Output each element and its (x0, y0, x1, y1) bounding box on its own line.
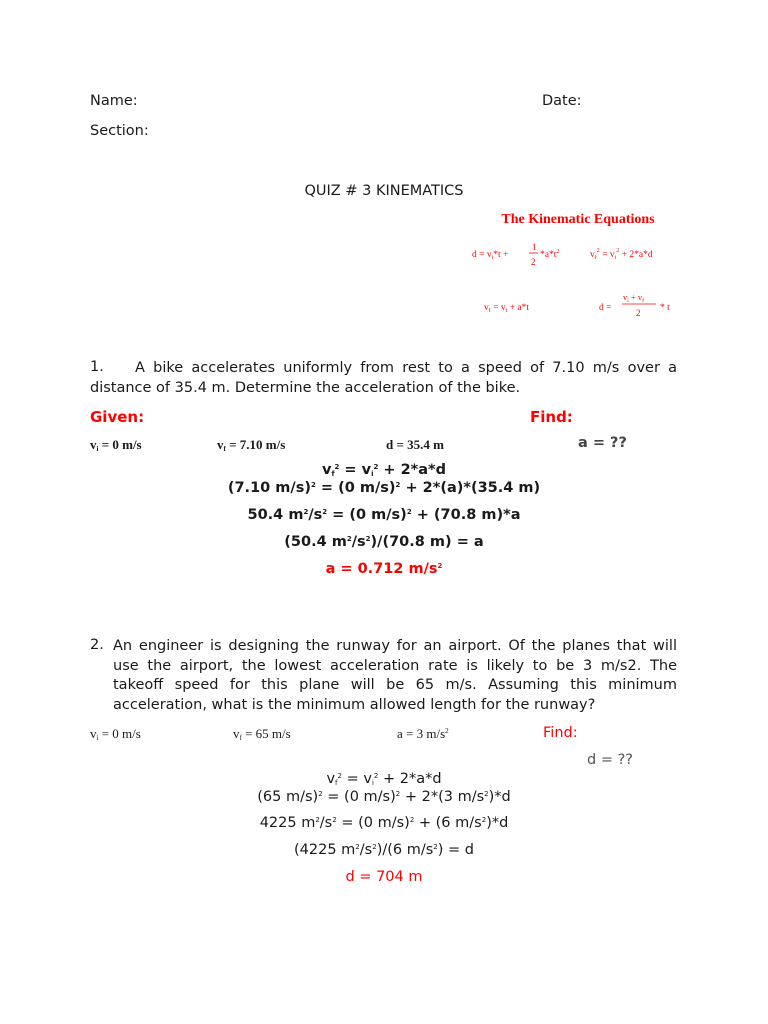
q1-find-value: a = ?? (578, 435, 627, 451)
q1-answer: a = 0.712 $m/s^2$ (325, 561, 443, 577)
q1-number: 1. (90, 359, 104, 375)
q1-given-vf: $v_f = 7.10$ m/s (217, 437, 286, 453)
svg-text:*a*t2: $*a*t^2$ (540, 249, 560, 260)
q1-text-content: A bike accelerates uniformly from rest to a speed of 7.10 m/s over a distance of 35.4 m. Determine the acceleration of the bike. (90, 360, 677, 396)
svg-text:2: 2 (531, 257, 536, 267)
q2-answer: d = 704 m (345, 869, 423, 885)
q2-number: 2. (90, 637, 104, 653)
q1-given-vi: $v_i = 0$ m/s (90, 437, 142, 453)
q1-find-label: Find: (530, 408, 573, 426)
q2-step2: (65 m/s)$^2$ = (0 m/s)$^2$ + 2*(3 $m/s^2)*d$ (257, 789, 511, 805)
q1-given-label: Given: (90, 408, 145, 426)
q2-text: An engineer is designing the runway for an airport. Of the planes that will use the airport, the lowest acceleration rate is likely to be 3 m/s2. The takeoff speed for this plane will be 65 m/s. Assuming this minimum acceleration, what is the minimum allowed length for the runway? (113, 638, 677, 713)
equation-velocity-time (484, 303, 529, 314)
q1-step3: 50.4 $m^2/s^2 = (0$ m/s)$^2$ + (70.8 m)*a (247, 507, 521, 523)
quiz-title: QUIZ # 3 KINEMATICS (304, 183, 464, 199)
q1-step1: $v_f^2 = v_i^2 + 2*a*d$ (321, 462, 447, 478)
equations-title: The Kinematic Equations (501, 212, 655, 227)
q1-step2: (7.10 m/s)$^2$ = (0 m/s)$^2$ + 2*(a)*(35.4 m) (227, 480, 541, 496)
q1-step4: (50.4 $m^2/s^2)/(70.8$ m) = a (284, 534, 484, 550)
q2-given-vi: $v_i = 0$ m/s (90, 726, 141, 742)
svg-text:vf = vi + a*t: $v_f = v_i + a*t$ (484, 303, 529, 314)
q2-given-vf: $v_f = 65$ m/s (233, 726, 291, 742)
q2-find-value: d = ?? (587, 752, 633, 768)
svg-text:vi + vf: $v_i + v_f$ (623, 292, 644, 304)
name-label: Name: (90, 93, 138, 109)
equation-velocity-squared (590, 248, 653, 261)
q2-step4: (4225 $m^2/s^2)/(6$ $m/s^2) = d$ (294, 842, 474, 858)
q2-given-a: a = 3 $m/s^2$ (397, 726, 449, 741)
equation-distance-average-velocity (599, 292, 670, 318)
svg-text:d = vi*t +: $d = v_i*t$ + (472, 250, 509, 261)
svg-text:d =: d = (599, 303, 612, 313)
svg-text:vf2 = vi2 + 2*a*d: $v_f^2 = v_i^2 + 2*a*d$ (590, 248, 653, 261)
q1-given-d: d = 35.4 m (386, 437, 444, 452)
q1-text (90, 359, 677, 398)
section-label: Section: (90, 123, 149, 139)
svg-text:2: 2 (636, 308, 641, 318)
svg-text:1: 1 (532, 242, 537, 252)
equation-distance-acceleration (472, 242, 559, 267)
q2-find-label: Find: (543, 725, 578, 741)
q2-step3: 4225 $m^2/s^2 = (0$ m/s)$^2$ + (6 $m/s^2)*d$ (259, 815, 509, 831)
svg-text:* t: * t (660, 303, 670, 313)
kinematic-equations-figure (466, 205, 686, 325)
q2-step1: $v_f^2 = v_i^2 + 2*a*d$ (326, 771, 442, 787)
date-label: Date: (542, 93, 582, 109)
